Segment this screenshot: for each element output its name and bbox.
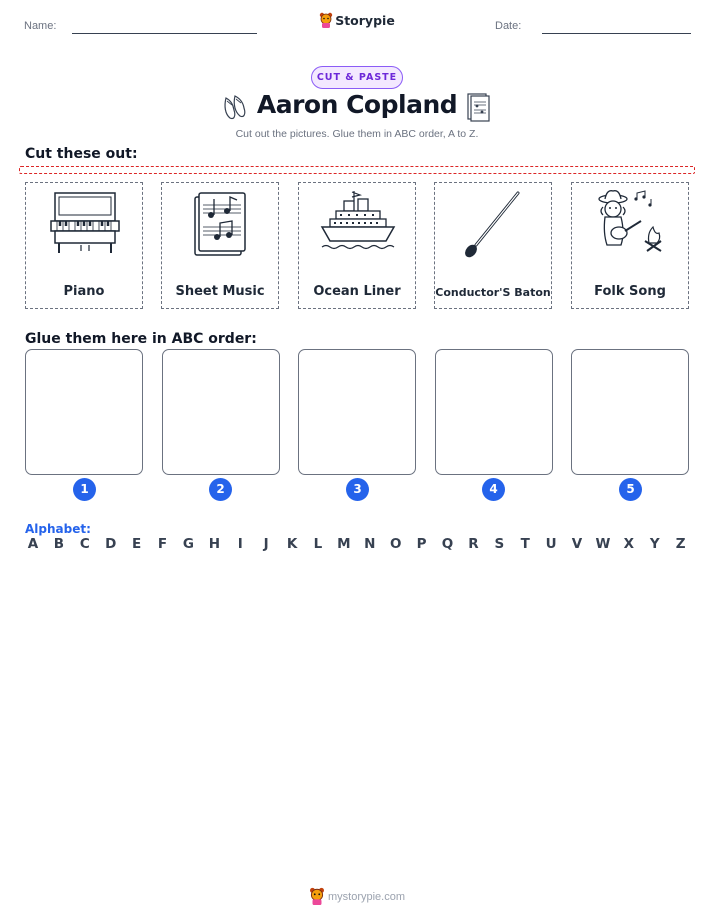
card-label: Piano [63,284,105,299]
music-sheet-title-icon [465,92,491,122]
glue-heading: Glue them here in ABC order: [25,331,257,347]
alphabet-letter: U [545,536,557,552]
alphabet-letter: M [337,536,351,552]
alphabet-label: Alphabet: [25,522,91,536]
alphabet-row [25,536,689,552]
footer-site-link[interactable]: mystorypie.com [327,891,406,903]
cut-card-folk-song[interactable] [571,182,689,309]
alphabet-letter: C [79,536,90,552]
cut-card-conductors-baton[interactable] [434,182,552,309]
alphabet-letter: S [494,536,505,552]
alphabet-letter: V [571,536,583,552]
folk-song-icon [591,189,671,259]
slot-number-3: 3 [346,478,369,501]
glue-slot-1[interactable] [25,349,143,475]
alphabet-letter: Y [649,536,660,552]
slot-number-2: 2 [209,478,232,501]
glue-slot-4[interactable] [435,349,553,475]
cut-guide-line [19,166,695,174]
alphabet-letter: Q [441,536,454,552]
card-label: Sheet Music [175,284,265,299]
alphabet-letter: J [263,536,269,552]
footer [0,887,714,905]
glue-slot-2[interactable] [162,349,280,475]
storypie-bear-icon [319,12,333,28]
cut-card-piano[interactable] [25,182,143,309]
alphabet-letter: Z [675,536,686,552]
brand-name: Storypie [335,13,395,28]
alphabet-letter: E [132,536,142,552]
alphabet-letter: X [623,536,635,552]
date-label: Date: [495,20,522,32]
piano-icon [45,189,125,259]
name-line[interactable] [72,33,257,34]
slot-number-4: 4 [482,478,505,501]
card-label: Ocean Liner [313,284,401,299]
glue-slot-5[interactable] [571,349,689,475]
alphabet-letter: I [237,536,243,552]
date-line[interactable] [542,33,691,34]
cut-card-sheet-music[interactable] [161,182,279,309]
cut-paste-badge: CUT & PASTE [311,66,403,89]
storypie-bear-icon [309,887,325,905]
alphabet-letter: K [286,536,298,552]
slot-number-1: 1 [73,478,96,501]
alphabet-letter: R [468,536,479,552]
slot-number-5: 5 [619,478,642,501]
glue-slot-3[interactable] [298,349,416,475]
alphabet-letter: A [27,536,39,552]
ocean-liner-icon [318,189,398,259]
alphabet-letter: B [53,536,65,552]
alphabet-letter: D [105,536,117,552]
alphabet-letter: T [520,536,530,552]
alphabet-letter: W [595,536,611,552]
page-title: Aaron Copland [256,90,458,119]
cut-heading: Cut these out: [25,146,138,162]
alphabet-letter: O [389,536,402,552]
alphabet-letter: H [208,536,220,552]
alphabet-letter: G [182,536,194,552]
card-label: Conductor'S Baton [435,286,551,299]
alphabet-letter: N [364,536,376,552]
card-label: Folk Song [594,284,666,299]
alphabet-letter: L [313,536,323,552]
alphabet-letter: F [157,536,168,552]
cut-card-ocean-liner[interactable] [298,182,416,309]
alphabet-letter: P [416,536,427,552]
sheet-music-icon [181,189,261,259]
baton-icon [454,189,534,259]
name-label: Name: [24,20,57,32]
instructions: Cut out the pictures. Glue them in ABC order, A to Z. [235,128,479,140]
brand-logo [0,12,714,28]
